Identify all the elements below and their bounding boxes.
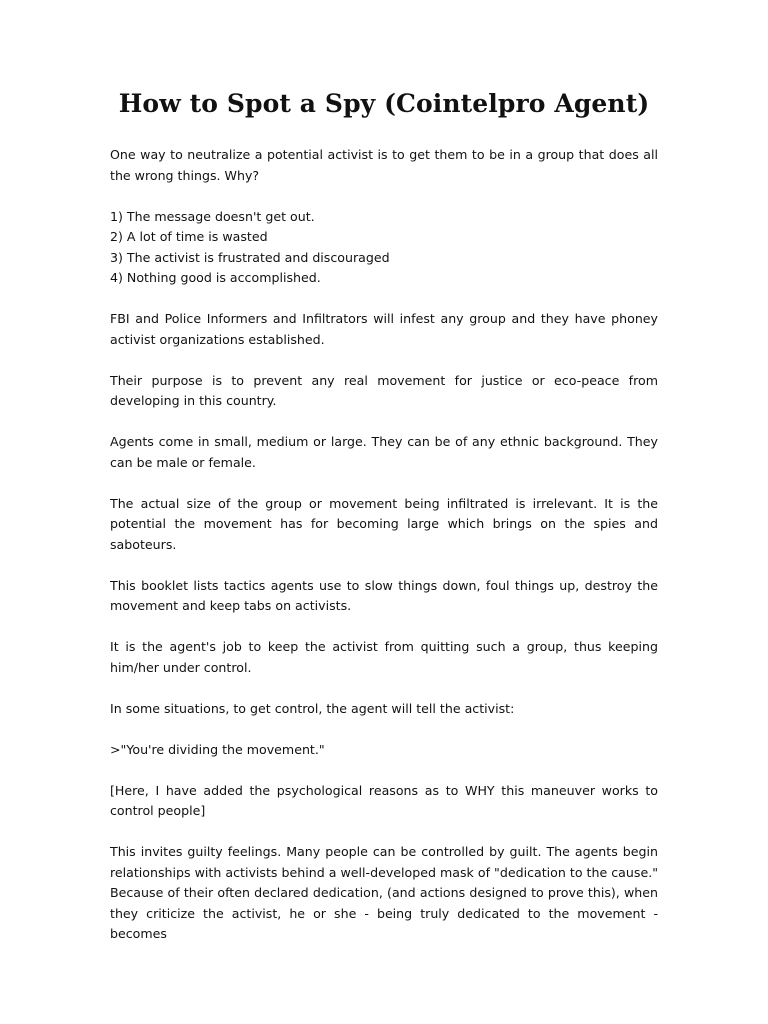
- paragraph-agents: Agents come in small, medium or large. They can be of any ethnic background. They can be male or female.: [110, 434, 658, 470]
- paragraph-control: In some situations, to get control, the agent will tell the activist:: [110, 700, 515, 716]
- reason-item: 1) The message doesn't get out.: [110, 208, 315, 224]
- reasons-list: [110, 207, 658, 289]
- reason-item: 4) Nothing good is accomplished.: [110, 270, 321, 285]
- intro-paragraph: One way to neutralize a potential activist is to get them to be in a group that does all the wrong things. Why?: [110, 147, 658, 183]
- reason-item: 2) A lot of time is wasted: [110, 229, 268, 244]
- reason-item: 3) The activist is frustrated and discouraged: [110, 249, 390, 265]
- quote-line: >"You're dividing the movement.": [110, 741, 325, 757]
- paragraph-informers: FBI and Police Informers and Infiltrators will infest any group and they have phoney activist organizations established.: [110, 311, 658, 347]
- paragraph-booklet: This booklet lists tactics agents use to slow things down, foul things up, destroy the movement and keep tabs on activists.: [110, 577, 658, 613]
- document-title: How to Spot a Spy (Cointelpro Agent): [118, 89, 650, 118]
- paragraph-editor-note: [Here, I have added the psychological reasons as to WHY this maneuver works to control people]: [110, 782, 658, 818]
- paragraph-guilt: This invites guilty feelings. Many people can be controlled by guilt. The agents begin relationships with activists behind a well-developed mask of "dedication to the cause." Because of their often declared dedication, (and actions designed to prove this), when they criticize the activist, he or she - being truly dedicated to the movement - becomes: [110, 844, 658, 941]
- paragraph-size: The actual size of the group or movement being infiltrated is irrelevant. It is the potential the movement has for becoming large which brings on the spies and saboteurs.: [110, 495, 658, 552]
- paragraph-purpose: Their purpose is to prevent any real movement for justice or eco-peace from developing in this country.: [110, 372, 658, 408]
- document-body: [110, 145, 658, 965]
- paragraph-agent-job: It is the agent's job to keep the activist from quitting such a group, thus keeping him/her under control.: [110, 639, 658, 675]
